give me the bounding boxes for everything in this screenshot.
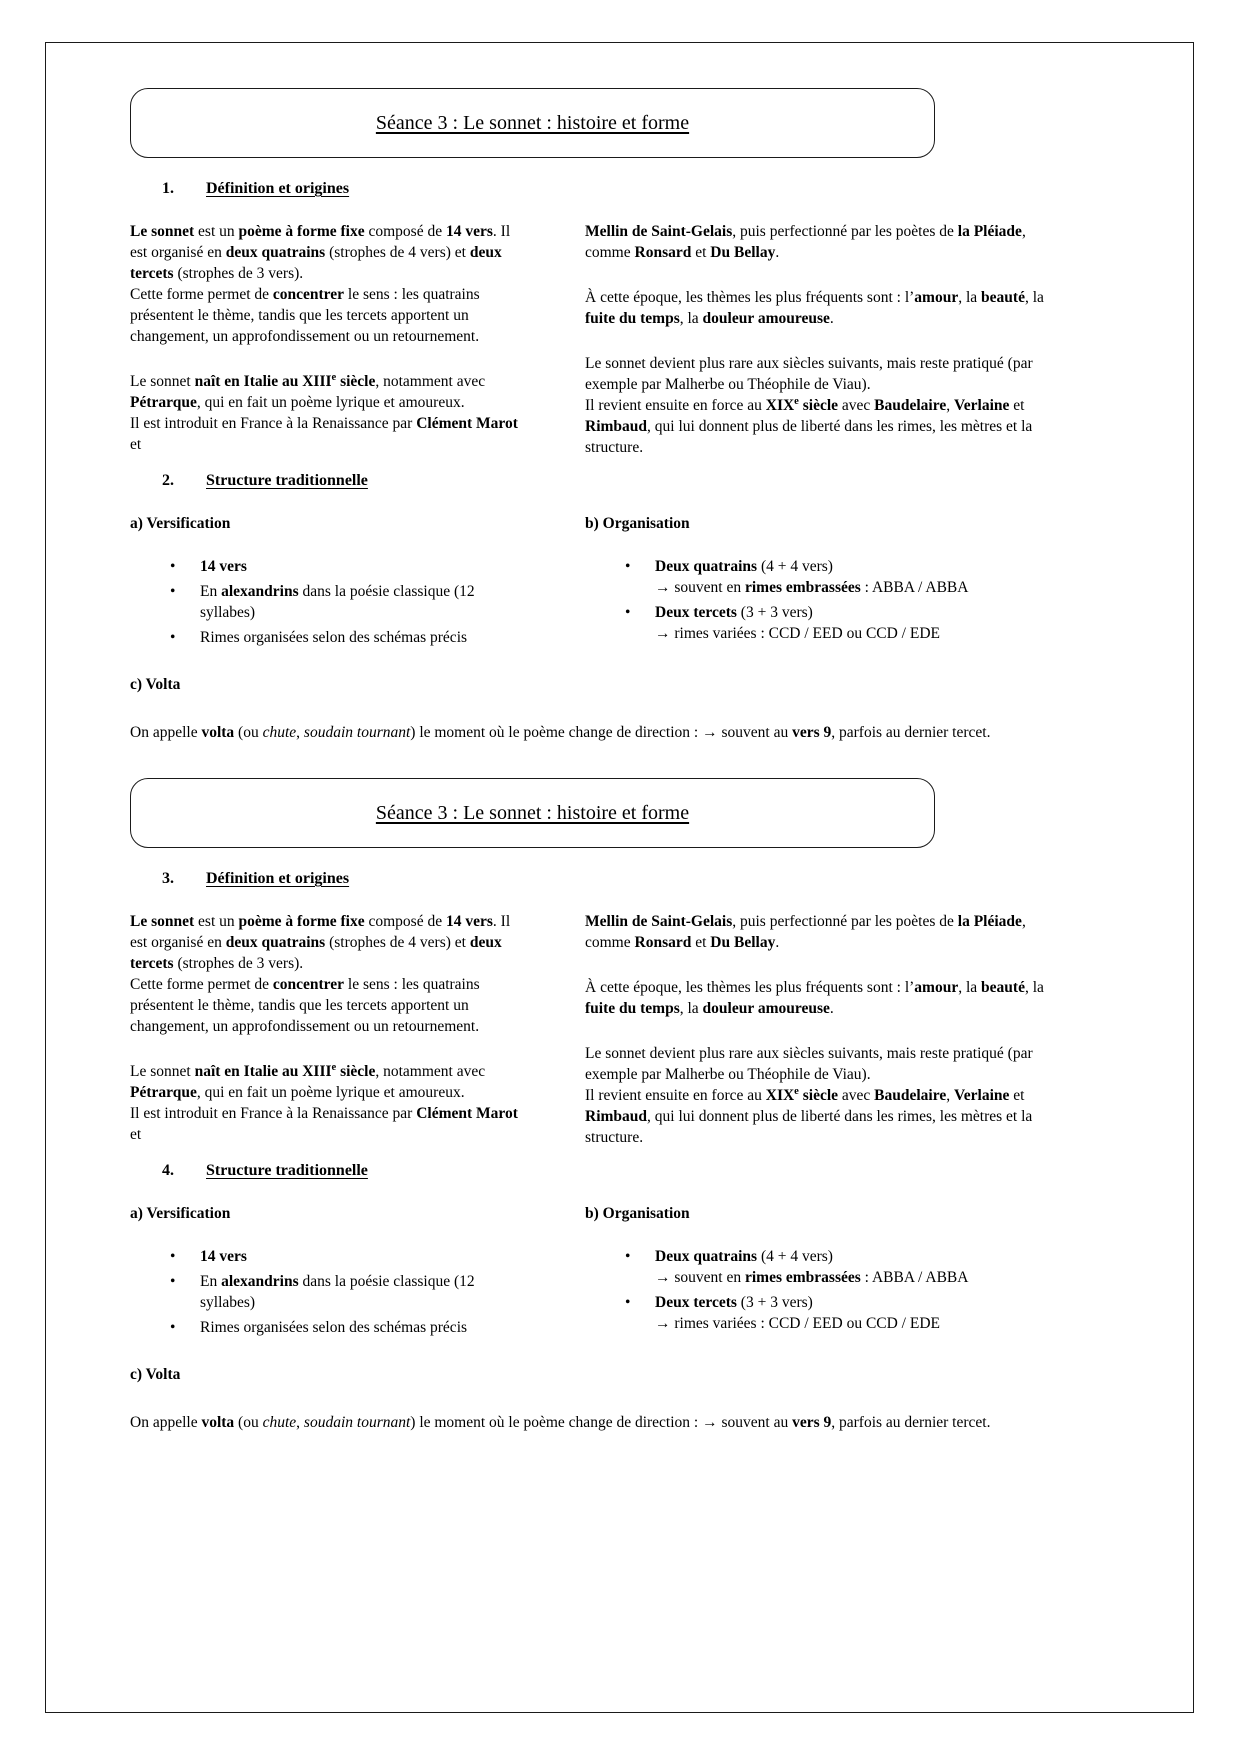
list-item-text: En alexandrins dans la poésie classique (12 syllabes) — [200, 583, 475, 621]
volta-label: c) Volta — [130, 676, 181, 693]
bullet-icon: • — [625, 1248, 631, 1265]
bullet-icon: • — [170, 583, 176, 600]
list-item — [168, 1271, 520, 1313]
section-title: Définition et origines — [206, 180, 350, 197]
section-title: Définition et origines — [206, 870, 350, 887]
organisation-list — [623, 556, 1062, 644]
versification-column — [130, 1203, 520, 1342]
section-heading-structure — [162, 1160, 1065, 1181]
list-item-text: Deux tercets (3 + 3 vers) → rimes variées : CCD / EED ou CCD / EDE — [655, 604, 940, 642]
list-item-text: Deux quatrains (4 + 4 vers) → souvent en rimes embrassées : ABBA / ABBA — [655, 558, 969, 596]
page-title: Séance 3 : Le sonnet : histoire et forme — [375, 801, 690, 824]
bullet-icon: • — [170, 1319, 176, 1336]
paragraph: Mellin de Saint-Gelais, puis perfectionné par les poètes de la Pléiade, comme Ronsard et Du Bellay. — [585, 913, 1026, 951]
paragraph: Mellin de Saint-Gelais, puis perfectionné par les poètes de la Pléiade, comme Ronsard et Du Bellay. — [585, 223, 1026, 261]
volta-paragraph: On appelle volta (ou chute, soudain tournant) le moment où le poème change de direction : → souvent au vers 9, parfois au dernier tercet. — [130, 1414, 991, 1431]
organisation-label: b) Organisation — [585, 515, 690, 532]
bullet-icon: • — [625, 604, 631, 621]
list-item — [623, 602, 1062, 644]
title-box — [130, 88, 935, 158]
organisation-column — [585, 1203, 1062, 1342]
versification-label: a) Versification — [130, 1205, 231, 1222]
versification-column — [130, 513, 520, 652]
organisation-label: b) Organisation — [585, 1205, 690, 1222]
structure-columns — [130, 513, 1065, 652]
bullet-icon: • — [170, 558, 176, 575]
volta-paragraph: On appelle volta (ou chute, soudain tournant) le moment où le poème change de direction : → souvent au vers 9, parfois au dernier tercet. — [130, 724, 991, 741]
page-title: Séance 3 : Le sonnet : histoire et forme — [375, 111, 690, 134]
right-column — [585, 221, 1062, 458]
section-number: 1. — [162, 180, 174, 197]
list-item — [168, 556, 520, 577]
list-item — [623, 1292, 1062, 1334]
list-item — [623, 1246, 1062, 1288]
bullet-icon: • — [625, 1294, 631, 1311]
section-number: 3. — [162, 870, 174, 887]
paragraph: À cette époque, les thèmes les plus fréquents sont : l’amour, la beauté, la fuite du temps, la douleur amoureuse. — [585, 979, 1044, 1017]
right-column — [585, 911, 1062, 1148]
paragraph: Le sonnet devient plus rare aux siècles suivants, mais reste pratiqué (par exemple par Malherbe ou Théophile de Viau). Il revient ensuite en force au XIXe siècle avec Baudelaire, Verlaine et Rimbaud, qui lui donnent plus de liberté dans les rimes, les mètres et la structure. — [585, 1045, 1033, 1146]
list-item-text: Rimes organisées selon des schémas précis — [200, 629, 468, 646]
title-box — [130, 778, 935, 848]
section-number: 4. — [162, 1162, 174, 1179]
list-item-text: Rimes organisées selon des schémas précis — [200, 1319, 468, 1336]
list-item-text: Deux tercets (3 + 3 vers) → rimes variées : CCD / EED ou CCD / EDE — [655, 1294, 940, 1332]
section-heading-definition — [162, 178, 1065, 199]
document-content — [130, 88, 1065, 1433]
paragraph: Le sonnet devient plus rare aux siècles suivants, mais reste pratiqué (par exemple par Malherbe ou Théophile de Viau). Il revient ensuite en force au XIXe siècle avec Baudelaire, Verlaine et Rimbaud, qui lui donnent plus de liberté dans les rimes, les mètres et la structure. — [585, 355, 1033, 456]
bullet-icon: • — [170, 1273, 176, 1290]
left-column — [130, 911, 520, 1148]
organisation-list — [623, 1246, 1062, 1334]
paragraph: Le sonnet naît en Italie au XIIIe siècle, notamment avec Pétrarque, qui en fait un poème lyrique et amoureux. Il est introduit en France à la Renaissance par Clément Marot et — [130, 1061, 518, 1143]
volta-label: c) Volta — [130, 1366, 181, 1383]
list-item-text: Deux quatrains (4 + 4 vers) → souvent en rimes embrassées : ABBA / ABBA — [655, 1248, 969, 1286]
paragraph: À cette époque, les thèmes les plus fréquents sont : l’amour, la beauté, la fuite du temps, la douleur amoureuse. — [585, 289, 1044, 327]
list-item — [168, 1246, 520, 1267]
list-item-text: 14 vers — [200, 1248, 247, 1265]
bullet-icon: • — [170, 629, 176, 646]
bullet-icon: • — [170, 1248, 176, 1265]
list-item — [623, 556, 1062, 598]
section-heading-definition — [162, 868, 1065, 889]
versification-list — [168, 1246, 520, 1338]
paragraph: Le sonnet naît en Italie au XIIIe siècle, notamment avec Pétrarque, qui en fait un poème lyrique et amoureux. Il est introduit en France à la Renaissance par Clément Marot et — [130, 371, 518, 453]
list-item-text: 14 vers — [200, 558, 247, 575]
structure-columns — [130, 1203, 1065, 1342]
list-item — [168, 581, 520, 623]
section-number: 2. — [162, 472, 174, 489]
section-title: Structure traditionnelle — [206, 472, 368, 489]
list-item — [168, 627, 520, 648]
bullet-icon: • — [625, 558, 631, 575]
paragraph: Le sonnet est un poème à forme fixe composé de 14 vers. Il est organisé en deux quatrains (strophes de 4 vers) et deux tercets (strophes de 3 vers). Cette forme permet de concentrer le sens : les quatrains présentent le thème, tandis que les tercets apportent un changement, un approfondissement ou un retournement. — [130, 223, 511, 345]
section-heading-structure — [162, 470, 1065, 491]
versification-label: a) Versification — [130, 515, 231, 532]
left-column — [130, 221, 520, 458]
definition-columns — [130, 911, 1065, 1148]
definition-columns — [130, 221, 1065, 458]
section-title: Structure traditionnelle — [206, 1162, 368, 1179]
lesson-block-2 — [130, 778, 1065, 1433]
list-item — [168, 1317, 520, 1338]
paragraph: Le sonnet est un poème à forme fixe composé de 14 vers. Il est organisé en deux quatrains (strophes de 4 vers) et deux tercets (strophes de 3 vers). Cette forme permet de concentrer le sens : les quatrains présentent le thème, tandis que les tercets apportent un changement, un approfondissement ou un retournement. — [130, 913, 511, 1035]
organisation-column — [585, 513, 1062, 652]
list-item-text: En alexandrins dans la poésie classique (12 syllabes) — [200, 1273, 475, 1311]
lesson-block-1 — [130, 88, 1065, 743]
versification-list — [168, 556, 520, 648]
